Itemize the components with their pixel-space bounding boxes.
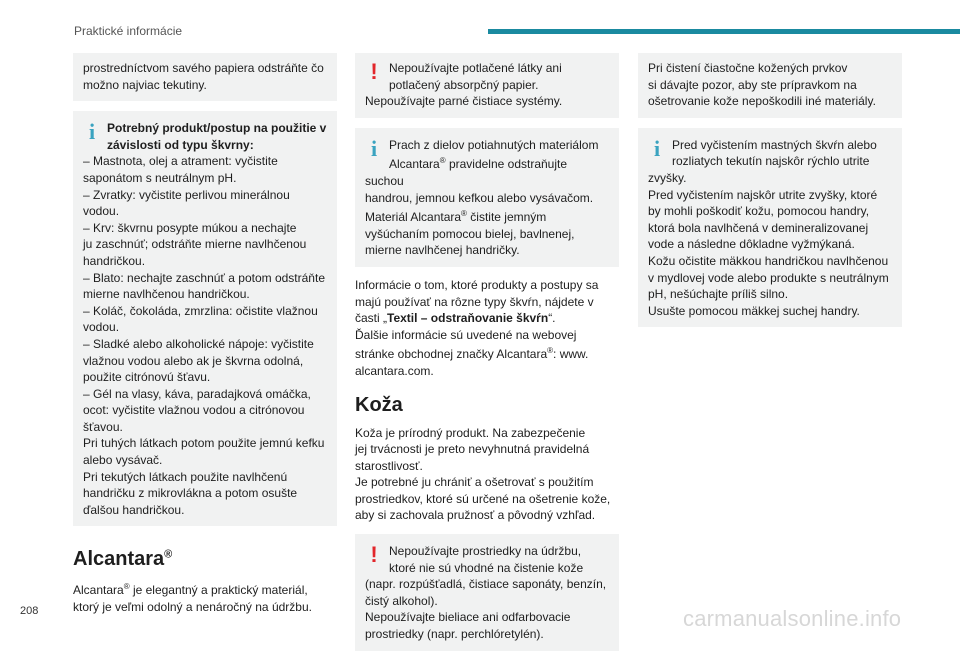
info-title-line: závislosti od typu škvrny:: [107, 137, 254, 152]
continued-note-box: [73, 53, 337, 101]
text-line: Prach z dielov potiahnutých materiálom: [389, 137, 599, 152]
column-2: [355, 53, 619, 661]
text-line: prostriedkov, ktoré sú určené na ošetrenie kože,: [355, 491, 611, 506]
text-line: ktorý je veľmi odolný a nenáročný na údržbu.: [73, 600, 312, 615]
text-fragment: časti „: [355, 311, 388, 326]
text-line: – Zvratky: vyčistite perlivou minerálnou: [83, 187, 290, 202]
text-line: [365, 206, 609, 226]
text-fragment: Alcantara: [389, 157, 440, 172]
heading-text: Alcantara: [73, 548, 165, 571]
text-line: Pri čistení čiastočne kožených prvkov: [648, 61, 848, 75]
text-line: – Mastnota, olej a atrament: vyčistite: [83, 154, 278, 169]
text-line: mierne navlhčenou handričkou.: [83, 287, 250, 302]
registered-mark: ®: [439, 156, 446, 166]
text-line: Koža je prírodný produkt. Na zabezpečenie: [355, 425, 586, 440]
registered-mark: ®: [164, 548, 173, 561]
text-line: zvyšky.: [648, 170, 687, 185]
text-line: Je potrebné ju chrániť a ošetrovať s použitím: [355, 475, 594, 490]
note-box: [638, 53, 902, 118]
text-line: – Blato: nechajte zaschnúť a potom odstráňte: [83, 270, 325, 285]
text-line: by mohli poškodiť kožu, pomocou handry,: [648, 204, 870, 219]
text-line: vode a následne dôkladne vyžmýkaná.: [648, 237, 855, 252]
section-heading-koza: Koža: [355, 393, 403, 416]
cross-reference: Textil – odstraňovanie škvŕn: [387, 311, 549, 326]
text-line: Nepoužívajte parné čistiace systémy.: [365, 94, 563, 109]
text-line: [365, 153, 609, 189]
text-line: ocot: vyčistite vlažnou vodou a citrónovou: [83, 403, 305, 418]
info-icon: i: [370, 135, 378, 161]
text-line: pH, nešúchajte príliš silno.: [648, 287, 789, 302]
running-header: Praktické informácie: [74, 24, 183, 38]
text-line: vlažnou vodou alebo ak je škvrna odolná,: [83, 353, 304, 368]
stain-info-box: [73, 111, 337, 526]
text-fragment: čistite jemným: [466, 210, 547, 225]
watermark: carmanualsonline.info: [683, 606, 902, 631]
text-line: – Koláč, čokoláda, zmrzlina: očistite vlažnou: [83, 303, 318, 318]
text-line: potlačený absorpčný papier.: [389, 77, 539, 92]
info-box: [638, 128, 902, 328]
text-line: vyšúchaním pomocou bielej, bavlnenej,: [365, 226, 575, 241]
text-line: mierne navlhčenej handričky.: [365, 243, 520, 258]
text-line: vodou.: [83, 320, 120, 335]
text-line: možno najviac tekutiny.: [83, 77, 207, 92]
text-line: Pred vyčistením mastných škvŕn alebo: [672, 137, 877, 152]
text-line: alebo vysávač.: [83, 453, 163, 468]
registered-mark: ®: [123, 582, 130, 592]
warning-box: [355, 53, 619, 118]
text-line: Kožu očistite mäkkou handričkou navlhčenou: [648, 253, 889, 268]
warning-box: [355, 534, 619, 651]
text-line: starostlivosť.: [355, 458, 423, 473]
text-line: vodou.: [83, 204, 120, 219]
text-line: Pri tuhých látkach potom použite jemnú kefku: [83, 436, 325, 451]
alcantara-paragraph: [73, 579, 337, 615]
text-line: prostredníctvom savého papiera odstráňte čo: [83, 61, 324, 75]
text-line: [355, 310, 619, 327]
text-fragment: pravidelne odstraňujte suchou: [365, 157, 568, 188]
text-line: handričku z mikrovlákna a potom osušte: [83, 486, 298, 501]
text-line: si dávajte pozor, aby ste prípravkom na: [648, 77, 857, 92]
warning-icon: !: [370, 542, 378, 568]
text-line: handrou, jemnou kefkou alebo vysávačom.: [365, 190, 594, 205]
text-line: prostriedky (napr. perchlóretylén).: [365, 627, 544, 642]
text-line: jej trvácnosti je preto nevyhnutná pravidelná: [355, 442, 590, 457]
text-fragment: je elegantný a praktický materiál,: [129, 583, 308, 598]
registered-mark: ®: [461, 209, 467, 219]
text-line: alcantara.com.: [355, 363, 434, 378]
header-accent-bar: [488, 29, 960, 34]
text-line: šťavou.: [83, 419, 123, 434]
text-fragment: : www.: [553, 347, 589, 362]
info-title-line: Potrebný produkt/postup na použitie v: [107, 121, 327, 136]
warning-icon: !: [370, 59, 378, 84]
text-line: handričkou.: [83, 253, 146, 268]
text-line: Nepoužívajte prostriedky na údržbu,: [389, 544, 582, 559]
text-line: Nepoužívajte potlačené látky ani: [389, 61, 562, 75]
info-box: [355, 128, 619, 267]
text-line: Usušte pomocou mäkkej suchej handry.: [648, 303, 860, 318]
text-fragment: Materiál Alcantara: [365, 210, 462, 225]
text-line: ktoré nie sú vhodné na čistenie kože: [389, 560, 584, 575]
text-line: Informácie o tom, ktoré produkty a postupy sa: [355, 277, 599, 292]
text-line: Pred vyčistením najskôr utrite zvyšky, ktoré: [648, 187, 878, 202]
column-1: [73, 53, 337, 626]
text-line: – Sladké alebo alkoholické nápoje: vyčistite: [83, 336, 314, 351]
text-line: ďalšou handričkou.: [83, 502, 185, 517]
info-icon: i: [88, 119, 96, 145]
text-line: majú používať na rôzne typy škvŕn, nájdete v: [355, 294, 594, 309]
text-line: (napr. rozpúšťadlá, čistiace saponáty, benzín,: [365, 577, 607, 592]
text-fragment: stránke obchodnej značky Alcantara: [355, 347, 548, 362]
text-line: Pri tekutých látkach použite navlhčenú: [83, 469, 288, 484]
text-line: ošetrovanie kože nepoškodili iné materiály.: [648, 94, 876, 109]
text-line: ju zaschnúť; odstráňte mierne navlhčenou: [83, 237, 307, 252]
section-heading-alcantara: [73, 548, 337, 571]
page-number: 208: [20, 605, 39, 617]
text-line: ktorá bola navlhčená v demineralizovanej: [648, 220, 869, 235]
text-line: aby si zachovala pružnosť a pôvodný vzhľad.: [355, 508, 596, 523]
text-line: Ďalšie informácie sú uvedené na webovej: [355, 327, 577, 342]
text-line: použite citrónovú šťavu.: [83, 370, 211, 385]
text-line: saponátom s neutrálnym pH.: [83, 170, 237, 185]
text-line: Nepoužívajte bieliace ani odfarbovacie: [365, 610, 571, 625]
text-line: [355, 343, 619, 363]
text-line: v mydlovej vode alebo produkte s neutrálnym: [648, 270, 889, 285]
info-paragraph: [355, 277, 619, 380]
text-line: [73, 579, 337, 599]
text-fragment: “.: [548, 311, 556, 326]
text-line: – Gél na vlasy, káva, paradajková omáčka,: [83, 386, 311, 401]
text-fragment: Alcantara: [73, 583, 124, 598]
info-icon: i: [653, 135, 661, 161]
column-3: [638, 53, 902, 337]
registered-mark: ®: [547, 346, 554, 356]
leather-paragraph: [355, 425, 619, 525]
text-line: čistý alkohol).: [365, 593, 438, 608]
text-line: – Krv: škvrnu posypte múkou a nechajte: [83, 220, 297, 235]
text-line: rozliatych tekutín najskôr rýchlo utrite: [672, 154, 870, 169]
